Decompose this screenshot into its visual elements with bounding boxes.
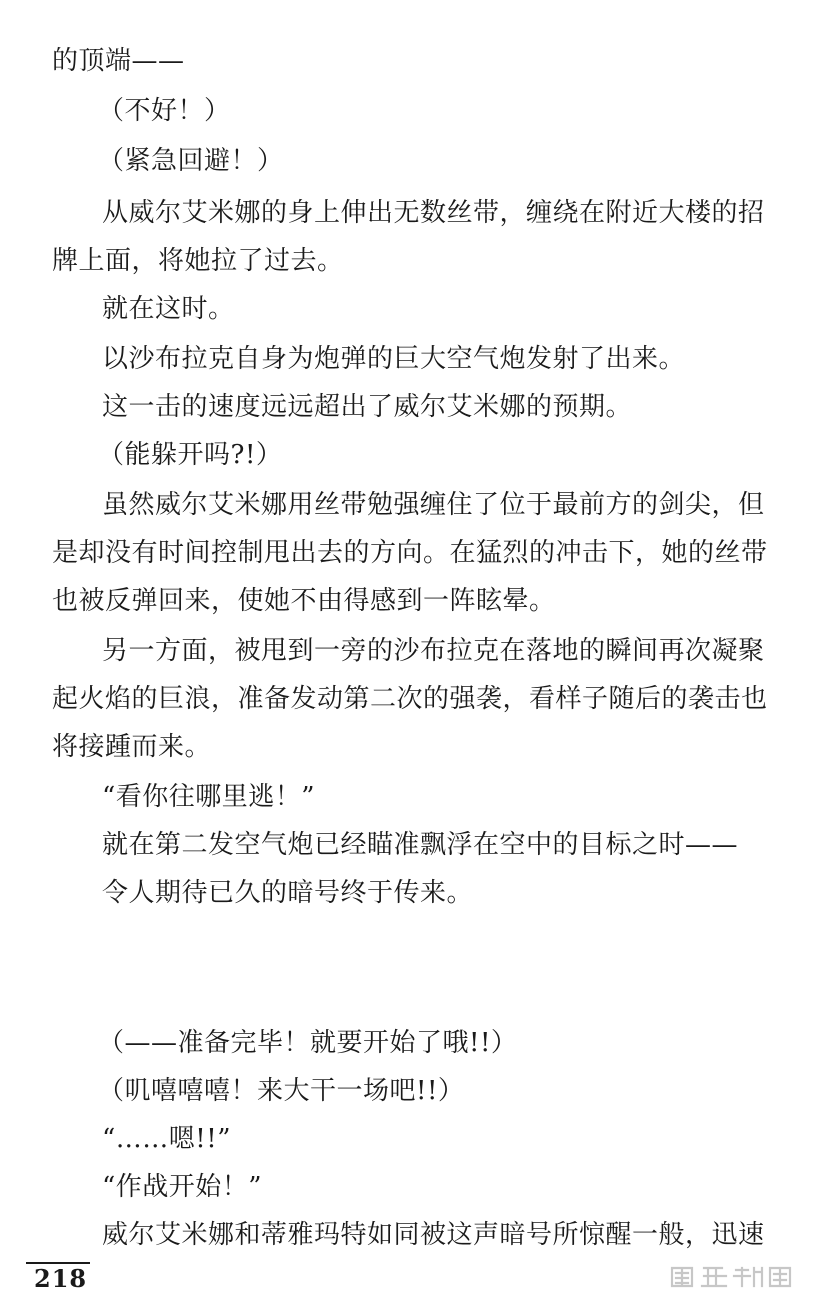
text-line: 是却没有时间控制甩出去的方向。在猛烈的冲击下，她的丝带 (52, 538, 768, 568)
text-line: 令人期待已久的暗号终于传来。 (102, 878, 474, 908)
text-line: 就在第二发空气炮已经瞄准飘浮在空中的目标之时—— (102, 830, 739, 860)
text-line: 另一方面，被甩到一旁的沙布拉克在落地的瞬间再次凝聚 (102, 636, 765, 666)
text-line: 以沙布拉克自身为炮弹的巨大空气炮发射了出来。 (102, 344, 686, 374)
text-line: 从威尔艾米娜的身上伸出无数丝带，缠绕在附近大楼的招 (102, 198, 765, 228)
text-line: 将接踵而来。 (52, 732, 212, 762)
text-line: （叽嘻嘻嘻！来大干一场吧!!） (98, 1076, 465, 1106)
text-line: 这一击的速度远远超出了威尔艾米娜的预期。 (102, 392, 633, 422)
text-line: 起火焰的巨浪，准备发动第二次的强袭，看样子随后的袭击也 (52, 684, 768, 714)
text-line: 牌上面，将她拉了过去。 (52, 246, 344, 276)
page-number: 218 (34, 1264, 88, 1293)
text-line: 虽然威尔艾米娜用丝带勉强缠住了位于最前方的剑尖，但 (102, 490, 765, 520)
text-line: （——准备完毕！就要开始了哦!!） (98, 1028, 518, 1058)
text-line: 就在这时。 (102, 294, 235, 324)
text-line: “看你往哪里逃！” (102, 782, 316, 812)
text-line: 也被反弹回来，使她不由得感到一阵眩晕。 (52, 586, 556, 616)
text-line: （不好！） (98, 96, 231, 126)
publisher-watermark-icon (668, 1264, 796, 1290)
text-line: （能躲开吗?!） (98, 440, 283, 470)
text-line: 威尔艾米娜和蒂雅玛特如同被这声暗号所惊醒一般，迅速 (102, 1220, 765, 1250)
text-line: 的顶端—— (52, 46, 185, 76)
text-line: （紧急回避！） (98, 146, 284, 176)
text-line: “……嗯!!” (102, 1124, 231, 1154)
text-line: “作战开始！” (102, 1172, 263, 1202)
